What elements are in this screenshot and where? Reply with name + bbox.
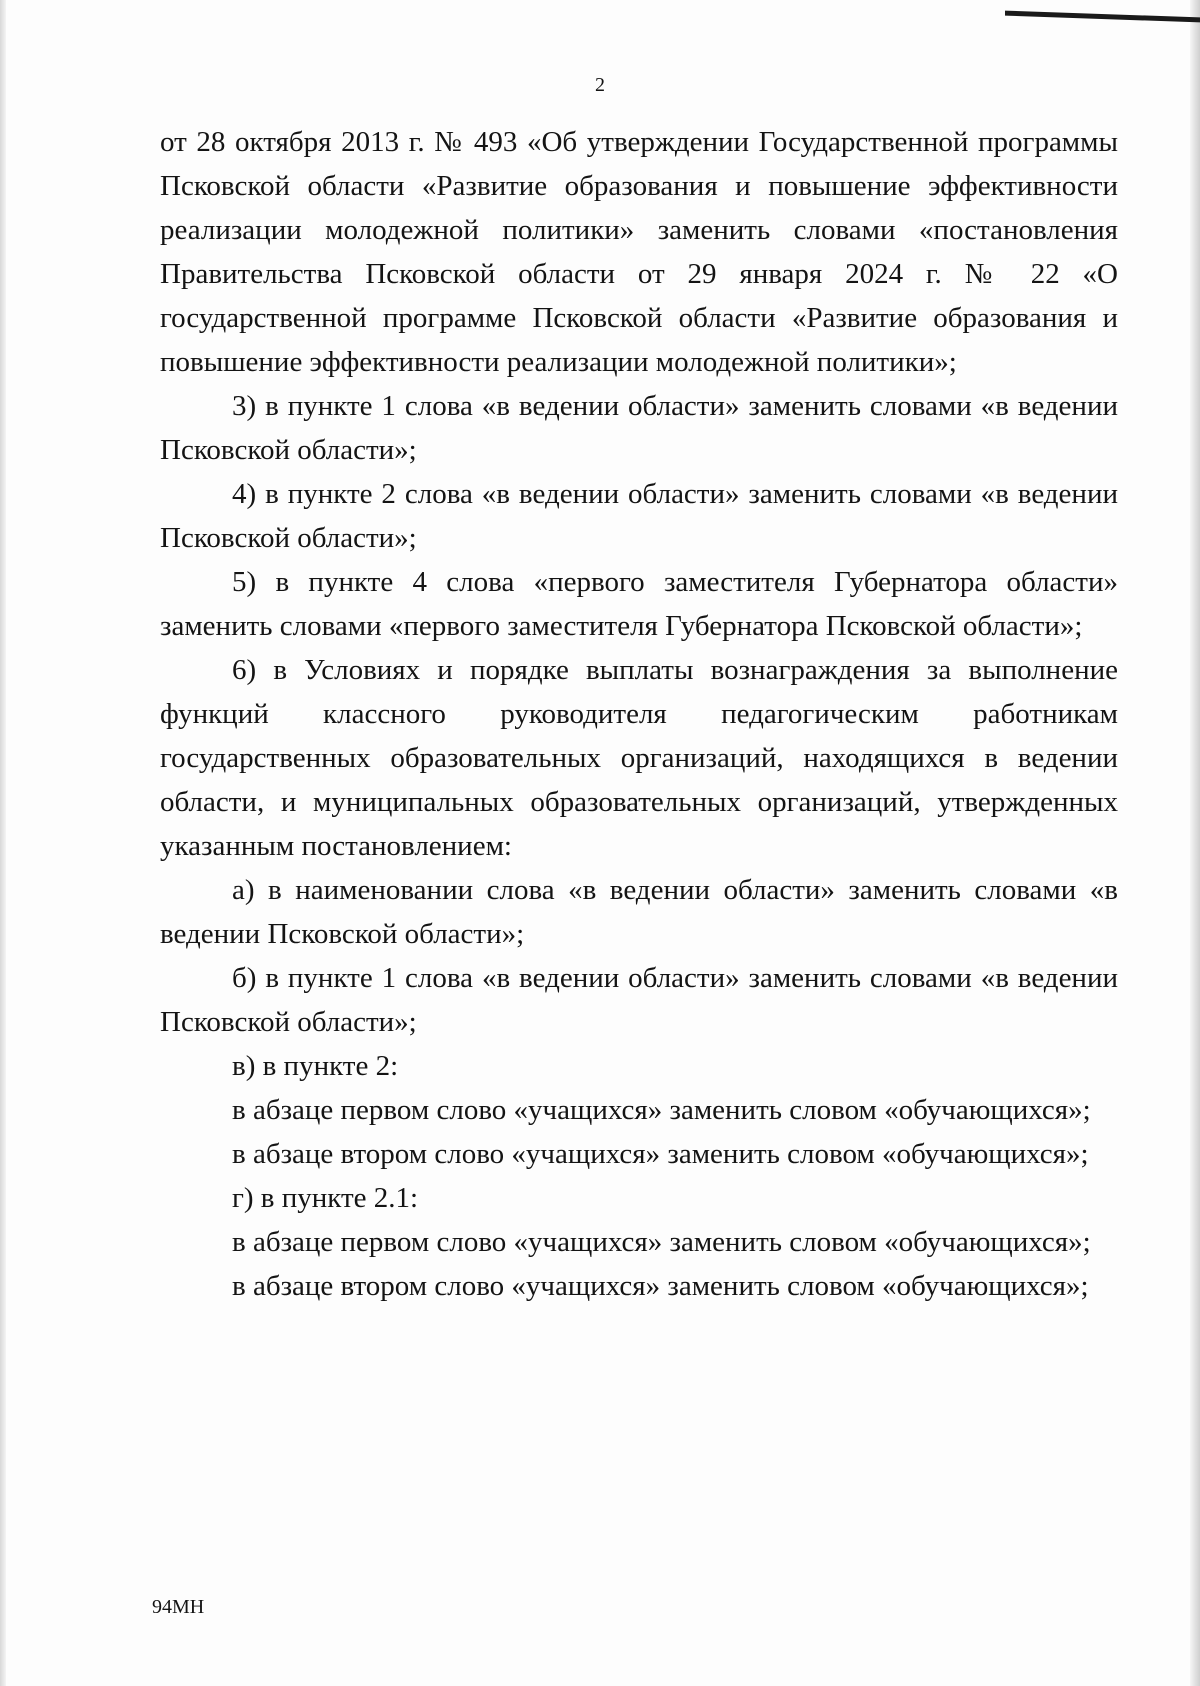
- paragraph: б) в пункте 1 слова «в ведении области» заменить словами «в ведении Псковской области»;: [160, 962, 1118, 1038]
- paragraph: 5) в пункте 4 слова «первого заместителя Губернатора области» заменить словами «первого заместителя Губернатора Псковской области»;: [160, 566, 1118, 642]
- paragraph: 3) в пункте 1 слова «в ведении области» заменить словами «в ведении Псковской области»;: [160, 390, 1118, 466]
- footer-code: 94МН: [152, 1596, 205, 1618]
- paragraph: 4) в пункте 2 слова «в ведении области» заменить словами «в ведении Псковской области»;: [160, 478, 1118, 554]
- scan-edge-right: [1190, 0, 1200, 1686]
- paragraph: в абзаце первом слово «учащихся» заменить словом «обучающихся»;: [232, 1226, 1091, 1258]
- paragraph: от 28 октября 2013 г. № 493 «Об утверждении Государственной программы Псковской области «Развитие образования и повышение эффективности реализации молодежной политики» заменить словами «постановления Правительства Псковской области от 29 января 2024 г. № 22 «О государственной программе Псковской области «Развитие образования и повышение эффективности реализации молодежной политики»;: [160, 126, 1118, 378]
- page-number: 2: [595, 74, 605, 96]
- paragraph: в абзаце втором слово «учащихся» заменить словом «обучающихся»;: [232, 1270, 1089, 1302]
- paragraph: в абзаце втором слово «учащихся» заменить словом «обучающихся»;: [232, 1138, 1089, 1170]
- paragraph: г) в пункте 2.1:: [232, 1182, 419, 1214]
- paragraph: а) в наименовании слова «в ведении области» заменить словами «в ведении Псковской области»;: [160, 874, 1118, 950]
- scan-artifact-mark: [1005, 0, 1200, 22]
- document-body: [160, 120, 1118, 1308]
- paragraph: 6) в Условиях и порядке выплаты вознаграждения за выполнение функций классного руководителя педагогическим работникам государственных образовательных организаций, находящихся в ведении области, и муниципальных образовательных организаций, утвержденных указанным постановлением:: [160, 654, 1118, 862]
- scan-edge-left: [0, 0, 6, 1686]
- paragraph: в) в пункте 2:: [232, 1050, 399, 1082]
- paragraph: в абзаце первом слово «учащихся» заменить словом «обучающихся»;: [232, 1094, 1091, 1126]
